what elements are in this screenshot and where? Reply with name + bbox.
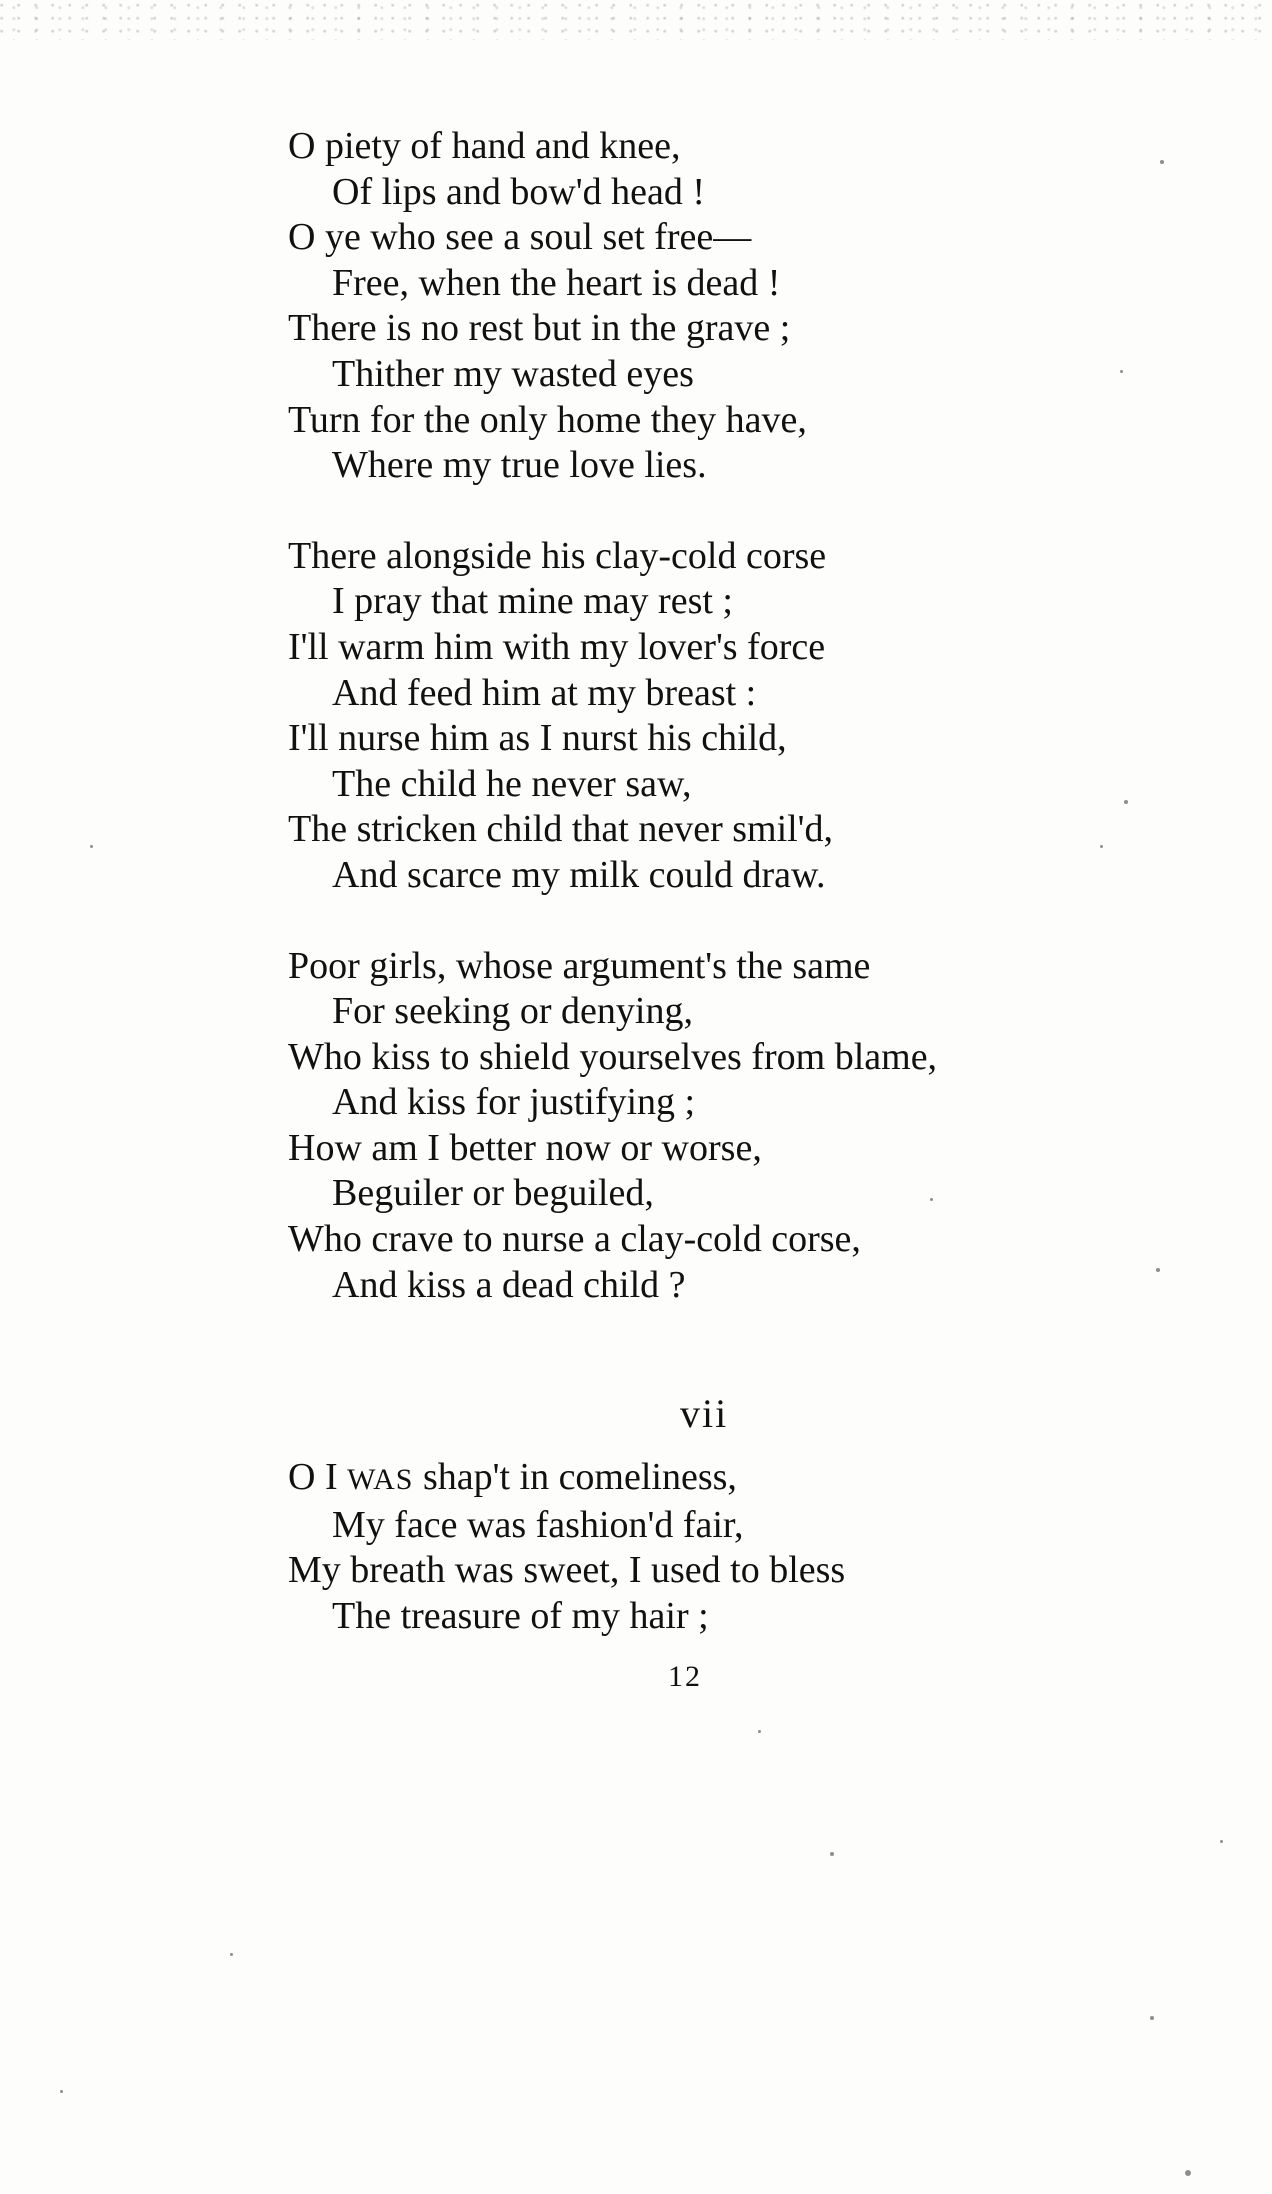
scan-speckle bbox=[230, 1953, 233, 1956]
small-caps-word: WAS bbox=[347, 1463, 414, 1496]
scan-speckle bbox=[90, 845, 93, 848]
poem-line: The child he never saw, bbox=[332, 762, 692, 805]
poem-line: How am I better now or worse, bbox=[288, 1126, 762, 1169]
poem-body bbox=[288, 124, 1188, 1353]
scan-speckle bbox=[1185, 2170, 1191, 2176]
poem-line: The stricken child that never smil'd, bbox=[288, 808, 834, 851]
poem-line: And scarce my milk could draw. bbox=[332, 853, 826, 896]
poem-line: And kiss for justifying ; bbox=[332, 1081, 696, 1124]
line-start: O I bbox=[288, 1456, 348, 1498]
poem-line: Thither my wasted eyes bbox=[332, 352, 694, 395]
poem-line: Of lips and bow'd head ! bbox=[332, 170, 706, 213]
scan-speckle bbox=[1220, 1840, 1223, 1843]
poem-line: Where my true love lies. bbox=[332, 444, 707, 487]
poem-line: Who kiss to shield yourselves from blame, bbox=[288, 1035, 938, 1078]
poem-line: There alongside his clay-cold corse bbox=[288, 534, 827, 577]
scan-speckle bbox=[1150, 2016, 1154, 2020]
line-rest: shap't in comeliness, bbox=[413, 1456, 737, 1498]
poem-line: My breath was sweet, I used to bless bbox=[288, 1549, 846, 1592]
poem-line: Beguiler or beguiled, bbox=[332, 1172, 654, 1215]
poem-line: My face was fashion'd fair, bbox=[332, 1503, 744, 1546]
poem-line: I'll warm him with my lover's force bbox=[288, 625, 826, 668]
poem-line: Free, when the heart is dead ! bbox=[332, 261, 781, 304]
scan-speckle bbox=[830, 1852, 834, 1856]
scan-speckle bbox=[758, 1730, 761, 1733]
stanza bbox=[288, 1455, 1188, 1639]
poem-line: O piety of hand and knee, bbox=[288, 125, 681, 167]
poem-line: Poor girls, whose argument's the same bbox=[288, 944, 871, 987]
poem-line: For seeking or denying, bbox=[332, 990, 693, 1033]
poem-line: O ye who see a soul set free— bbox=[288, 216, 752, 259]
stanza bbox=[288, 944, 1188, 1309]
poem-line: And feed him at my breast : bbox=[332, 671, 757, 714]
poem-line: The treasure of my hair ; bbox=[332, 1594, 709, 1637]
stanza bbox=[288, 124, 1188, 489]
poem-line: I'll nurse him as I nurst his child, bbox=[288, 717, 787, 760]
poem-line: And kiss a dead child ? bbox=[332, 1263, 686, 1306]
poem-line: I pray that mine may rest ; bbox=[332, 580, 733, 623]
poem-line bbox=[288, 1455, 1188, 1503]
section-heading: vii bbox=[680, 1391, 729, 1436]
stanza bbox=[288, 534, 1188, 899]
poem-line: Who crave to nurse a clay-cold corse, bbox=[288, 1218, 861, 1261]
poem-line: Turn for the only home they have, bbox=[288, 398, 807, 441]
poem-line: There is no rest but in the grave ; bbox=[288, 307, 791, 350]
scan-noise-top bbox=[0, 0, 1272, 40]
scan-speckle bbox=[60, 2090, 63, 2093]
page-number: 12 bbox=[668, 1660, 702, 1693]
